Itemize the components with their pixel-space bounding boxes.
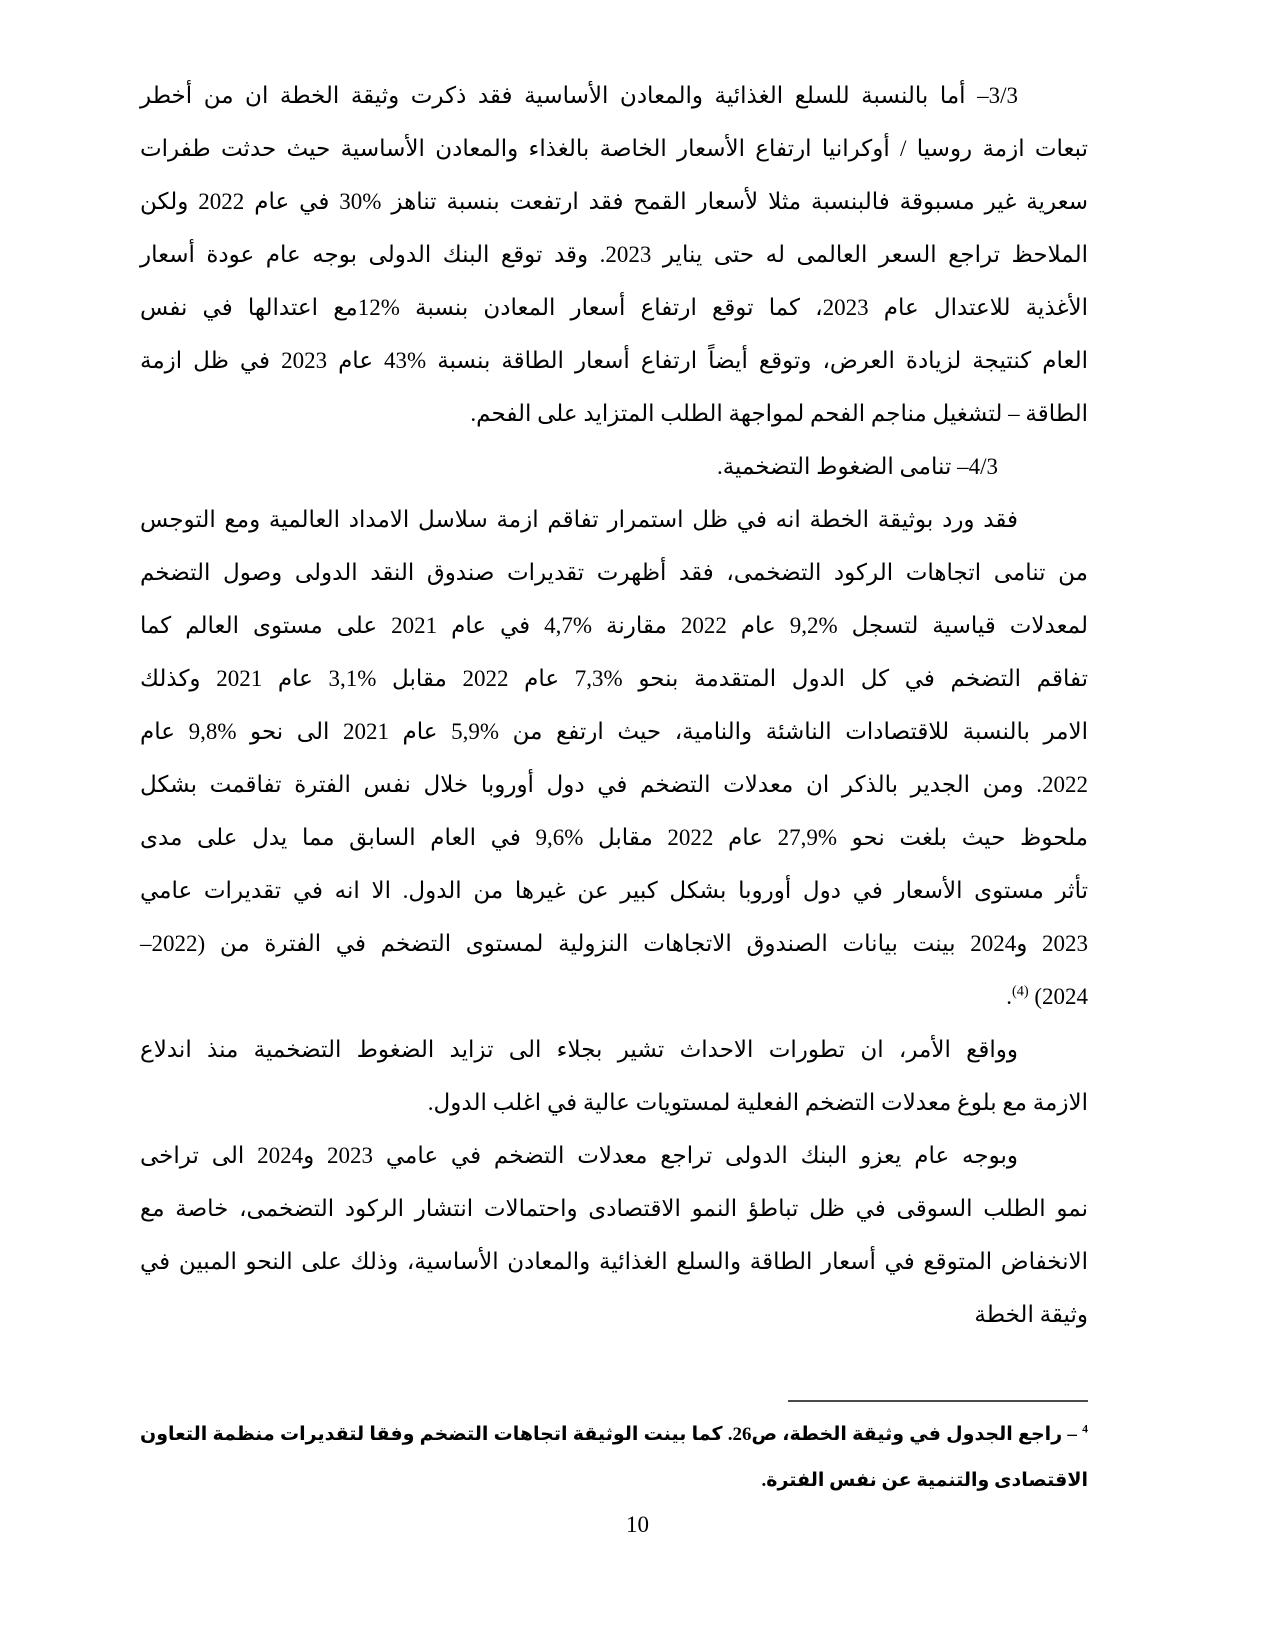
- text-line: 2023 و2024 بينت بيانات الصندوق الاتجاهات النزولية لمستوى التضخم في الفترة من (2022–: [140, 931, 1088, 956]
- text-line: نمو الطلب السوقى في ظل تباطؤ النمو الاقتصادى واحتمالات انتشار الركود التضخمى، خاصة مع: [140, 1196, 1088, 1221]
- text-line: الطاقة – لتشغيل مناجم الفحم لمواجهة الطلب المتزايد على الفحم.: [470, 401, 1088, 426]
- text-line: العام كنتيجة لزيادة العرض، وتوقع أيضاً ارتفاع أسعار الطاقة بنسبة %43 عام 2023 في ظل ازمة: [140, 348, 1088, 373]
- text-line: سعرية غير مسبوقة فالبنسبة مثلا لأسعار القمح فقد ارتفعت بنسبة تناهز %30 في عام 2022 ولكن: [140, 189, 1089, 214]
- text-line: 4/3– تنامى الضغوط التضخمية.: [716, 454, 998, 479]
- text-line: لمعدلات قياسية لتسجل %9,2 عام 2022 مقارنة %4,7 في عام 2021 على مستوى العالم كما: [140, 613, 1088, 638]
- text-line: فقد ورد بوثيقة الخطة انه في ظل استمرار تفاقم ازمة سلاسل الامداد العالمية ومع التوجس: [140, 507, 1018, 532]
- text-line: وبوجه عام يعزو البنك الدولى تراجع معدلات التضخم في عامي 2023 و2024 الى تراخى: [140, 1143, 1018, 1168]
- text-line: 2024) $^{(4)}$.: [1006, 983, 1088, 1009]
- text-line: الانخفاض المتوقع في أسعار الطاقة والسلع الغذائية والمعادن الأساسية، وذلك على النحو المبين في: [140, 1249, 1088, 1274]
- page-number: 10: [626, 1512, 649, 1537]
- text-line: الأغذية للاعتدال عام 2023، كما توقع ارتفاع أسعار المعادن بنسبة %12مع اعتدالها في نفس: [140, 295, 1088, 320]
- para-imf-estimates: [140, 493, 1088, 1023]
- footnote-ref: (4): [1011, 983, 1029, 1000]
- footnote-separator-rule: [788, 1400, 1088, 1402]
- text-line: ملحوظ حيث بلغت نحو %27,9 عام 2022 مقابل %9,6 في العام السابق مما يدل على مدى: [140, 825, 1088, 850]
- text-line: 3/3– أما بالنسبة للسلع الغذائية والمعادن الأساسية فقد ذكرت وثيقة الخطة ان من أخطر: [140, 83, 1018, 108]
- text-line: الازمة مع بلوغ معدلات التضخم الفعلية لمستويات عالية في اغلب الدول.: [427, 1090, 1088, 1115]
- para-world-bank: [140, 1129, 1088, 1341]
- footnote-marker: 4: [1082, 1422, 1088, 1436]
- text-line: تفاقم التضخم في كل الدول المتقدمة بنحو %7,3 عام 2022 مقابل %3,1 عام 2021 وكذلك: [140, 666, 1088, 691]
- heading-inflation-pressures: [140, 440, 1088, 493]
- main-text: [140, 69, 1088, 1341]
- footnote: [140, 1412, 1088, 1504]
- footnote-line: $^4$ – راجع الجدول في وثيقة الخطة، ص26. كما بينت الوثيقة اتجاهات التضخم وفقا لتقديرات منظمة التعاون: [140, 1422, 1088, 1445]
- footnote-line: الاقتصادى والتنمية عن نفس الفترة.: [761, 1470, 1088, 1491]
- text-line: من تنامى اتجاهات الركود التضخمى، فقد أظهرت تقديرات صندوق النقد الدولى وصول التضخم: [140, 560, 1088, 585]
- text-line: 2022. ومن الجدير بالذكر ان معدلات التضخم في دول أوروبا خلال نفس الفترة تفاقمت بشكل: [140, 772, 1088, 797]
- footnote-area: [140, 1400, 1088, 1504]
- text-line: وثيقة الخطة: [974, 1302, 1088, 1327]
- para-events: [140, 1023, 1088, 1129]
- text-line: الامر بالنسبة للاقتصادات الناشئة والنامية، حيث ارتفع من %5,9 عام 2021 الى نحو %9,8 عام: [140, 719, 1088, 744]
- text-line: تأثر مستوى الأسعار في دول أوروبا بشكل كبير عن غيرها من الدول. الا انه في تقديرات عامي: [140, 878, 1088, 903]
- text-line: تبعات ازمة روسيا / أوكرانيا ارتفاع الأسعار الخاصة بالغذاء والمعادن الأساسية حيث حدثت طفرات: [140, 136, 1088, 161]
- para-commodities: [140, 69, 1088, 440]
- text-line: وواقع الأمر، ان تطورات الاحداث تشير بجلاء الى تزايد الضغوط التضخمية منذ اندلاع: [140, 1037, 1018, 1062]
- text-line: الملاحظ تراجع السعر العالمى له حتى يناير 2023. وقد توقع البنك الدولى بوجه عام عودة أسعار: [140, 242, 1089, 267]
